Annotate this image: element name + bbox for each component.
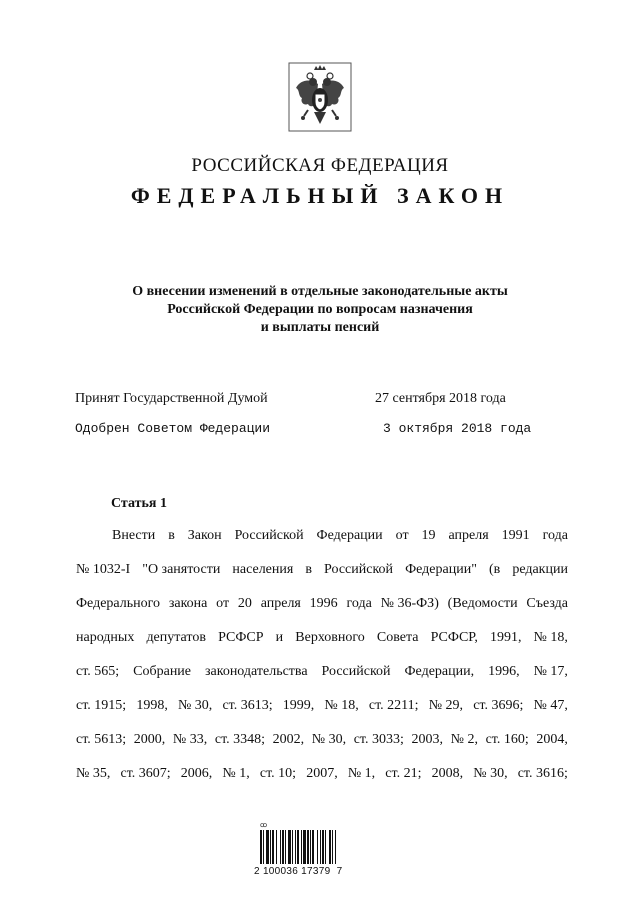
article-word: ст. 3616; [517, 766, 568, 781]
article-word: 1998, [136, 698, 168, 713]
article-word: (Ведомости [447, 596, 518, 611]
article-word: 1991 [501, 528, 530, 543]
svg-text:ꝏ: ꝏ [260, 822, 268, 829]
article-word: депутатов [146, 630, 206, 645]
barcode-number: 2 100036 17379 7 [254, 866, 343, 877]
article-word: ст. 3696; [473, 698, 524, 713]
article-word: года [346, 596, 372, 611]
barcode-bar [325, 830, 326, 864]
article-word: № 36-ФЗ) [380, 596, 439, 611]
council-label: Одобрен Советом Федерации [75, 421, 271, 436]
law-title-line: и выплаты пенсий [260, 320, 380, 335]
article-word: ст. 1915; [76, 698, 127, 713]
article-word: № 2, [450, 732, 478, 747]
article-word: 2000, [133, 732, 166, 747]
barcode-bar [312, 830, 314, 864]
article-word: № 17, [533, 664, 568, 679]
article-word: Съезда [526, 596, 568, 611]
article-word: от [216, 596, 230, 611]
article-word: в [168, 528, 175, 543]
country-name: РОССИЙСКАЯ ФЕДЕРАЦИЯ [191, 155, 449, 176]
article-word: ст. 3033; [353, 732, 404, 747]
article-word: 2003, [411, 732, 443, 747]
barcode-bar [263, 830, 264, 864]
article-word: законодательства [204, 664, 308, 679]
barcode-bar [310, 830, 311, 864]
article-word: Собрание [133, 664, 192, 679]
article-word: № 30, [177, 698, 213, 713]
article-word: Российской [324, 562, 394, 577]
article-word: от [395, 528, 409, 543]
barcode-bar [260, 830, 262, 864]
article-word: населения [232, 562, 294, 577]
barcode-bar [329, 830, 331, 864]
barcode-bar [288, 830, 291, 864]
article-word: РСФСР, [430, 630, 478, 645]
barcode-bar [317, 830, 318, 864]
article-word: 20 [237, 596, 252, 611]
barcode-bar [303, 830, 306, 864]
article-word: Российской [321, 664, 391, 679]
article-text-line [76, 528, 568, 562]
barcode-bar [295, 830, 296, 864]
article-word: ст. 5613; [76, 732, 127, 747]
article-word: № 30, [311, 732, 347, 747]
article-word: "О занятости [142, 562, 221, 577]
article-word: Российской [234, 528, 304, 543]
article-word: и [275, 630, 284, 645]
barcode-bar [285, 830, 286, 864]
article-word: № 29, [428, 698, 464, 713]
article-word: 1999, [282, 698, 315, 713]
article-word: 1991, [489, 630, 522, 645]
law-title [80, 283, 560, 337]
article-word: № 30, [473, 766, 508, 781]
barcode-bar [282, 830, 284, 864]
barcode-bar [280, 830, 281, 864]
article-text-line [76, 766, 568, 800]
article-word: Закон [187, 528, 222, 543]
article-word: Федерации, [404, 664, 475, 679]
barcode-bar [276, 830, 277, 864]
article-word: 1996 [309, 596, 338, 611]
article-word: апреля [448, 528, 489, 543]
article-word: ст. 3613; [222, 698, 273, 713]
article-word: Верховного [295, 630, 365, 645]
law-title-line: Российской Федерации по вопросам назначения [167, 302, 473, 317]
article-word: закона [168, 596, 208, 611]
article-word: № 33, [172, 732, 208, 747]
article-word: ст. 21; [385, 766, 422, 781]
article-heading: Статья 1 [111, 496, 167, 511]
article-word: № 35, [76, 766, 111, 781]
barcode-bar [335, 830, 336, 864]
barcode-bar [266, 830, 269, 864]
article-word: 2004, [536, 732, 568, 747]
article-word: 19 [421, 528, 436, 543]
law-title-line: О внесении изменений в отдельные законодательные акты [132, 284, 508, 299]
barcode-bar [301, 830, 302, 864]
barcode-bar [270, 830, 271, 864]
article-word: Федерального [76, 596, 161, 611]
article-word: Внести [112, 528, 156, 543]
duma-label: Принят Государственной Думой [75, 391, 268, 406]
coat-of-arms-icon [288, 62, 352, 132]
barcode-bar [297, 830, 299, 864]
article-word: ст. 10; [259, 766, 297, 781]
barcode-bar [320, 830, 321, 864]
article-word: № 1032-I [76, 562, 131, 577]
council-date: 3 октября 2018 года [383, 421, 532, 436]
article-word: № 1, [347, 766, 376, 781]
barcode-bar [272, 830, 274, 864]
barcode-bar [322, 830, 324, 864]
article-text-line [76, 630, 568, 664]
article-text-line [76, 562, 568, 596]
article-text-line [76, 596, 568, 630]
article-text-line [76, 732, 568, 766]
article-word: № 18, [533, 630, 568, 645]
article-word: Федерации" [405, 562, 477, 577]
article-word: № 47, [533, 698, 568, 713]
article-word: Федерации [316, 528, 383, 543]
duma-date: 27 сентября 2018 года [375, 391, 506, 406]
article-word: ст. 3607; [120, 766, 171, 781]
article-word: РСФСР [218, 630, 264, 645]
article-word: 2008, [431, 766, 464, 781]
barcode-bar [292, 830, 293, 864]
article-word: 2007, [306, 766, 338, 781]
article-word: ст. 565; [76, 664, 120, 679]
article-word: редакции [512, 562, 568, 577]
article-word: 2006, [180, 766, 213, 781]
article-word: № 1, [222, 766, 250, 781]
article-word: Совета [376, 630, 419, 645]
article-word: ст. 2211; [368, 698, 419, 713]
article-text-line [76, 698, 568, 732]
article-word: (в [488, 562, 501, 577]
article-word: в [305, 562, 312, 577]
document-type: ФЕДЕРАЛЬНЫЙ ЗАКОН [130, 183, 510, 208]
article-word: ст. 160; [485, 732, 529, 747]
article-word: № 18, [324, 698, 359, 713]
article-text-line [76, 664, 568, 698]
article-word: года [542, 528, 568, 543]
barcode-bar [332, 830, 333, 864]
article-word: народных [76, 630, 135, 645]
article-word: 2002, [272, 732, 305, 747]
article-word: апреля [260, 596, 301, 611]
article-word: 1996, [488, 664, 520, 679]
article-body [76, 528, 568, 800]
article-word: ст. 3348; [214, 732, 266, 747]
barcode-bar [307, 830, 309, 864]
